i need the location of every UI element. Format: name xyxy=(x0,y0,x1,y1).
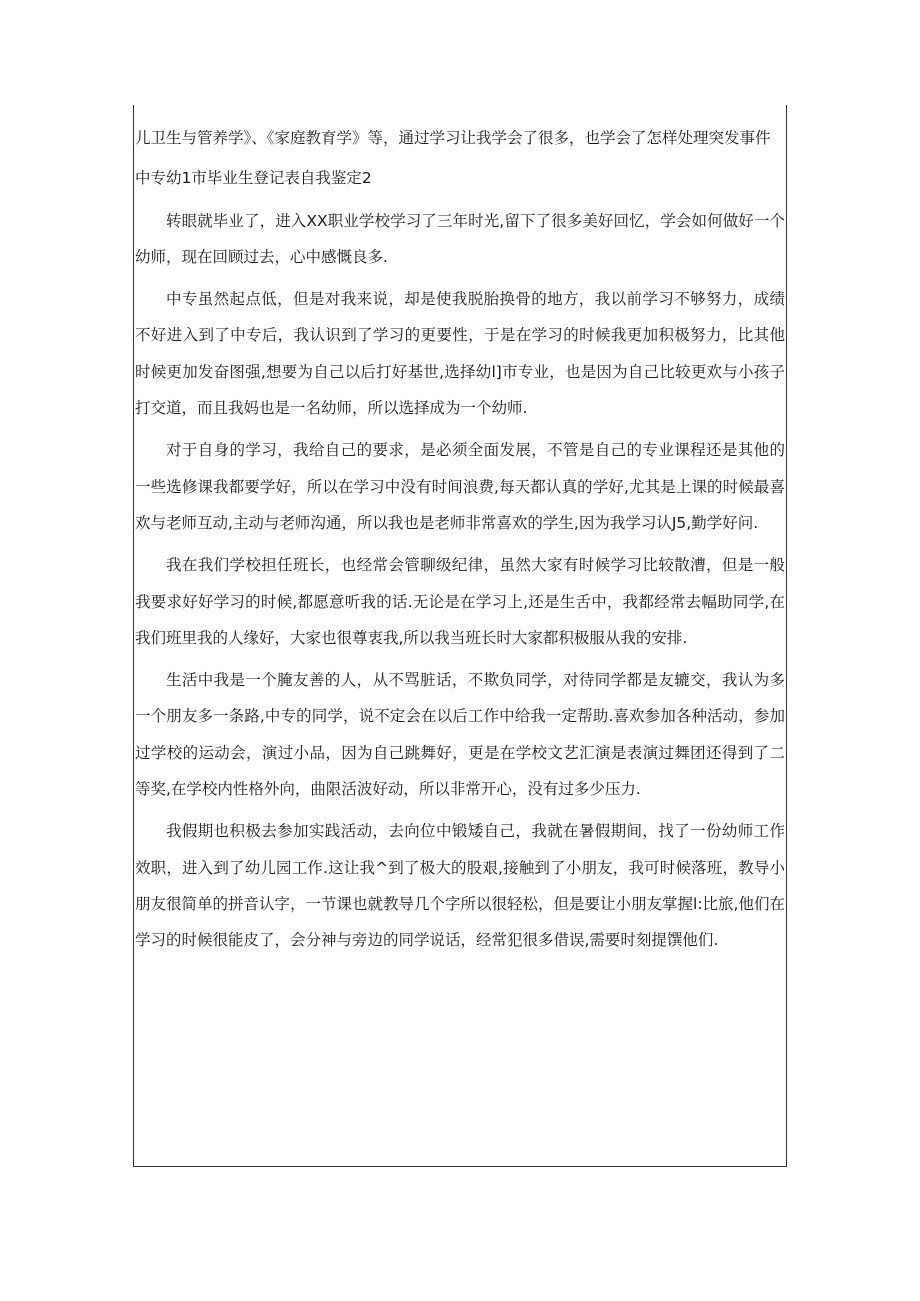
paragraph-4: 我在我们学校担任班长，也经常会管聊级纪律，虽然大家有时候学习比较散漕，但是一般我要求好好学习的时候,都愿意听我的话.无论是在学习上,还是生舌中，我都经常去幅助同学,在我们班里我的人缘好，大家也很尊衷我,所以我当班长时大家都积极服从我的安排. xyxy=(135,556,785,647)
paragraph-5: 生活中我是一个腌友善的人，从不骂脏话，不欺负同学，对待同学都是友辘交，我认为多一个朋友多一条路,中专的同学，说不定会在以后工作中给我一定帮助.喜欢参加各种活动，参加过学校的运动会，演过小品，因为自己跳舞好，更是在学校文艺汇演是表演过舞团还得到了二等奖,在学校内性格外向，曲限活波好动，所以非常开心，没有过多少压力. xyxy=(135,671,785,799)
paragraph-6: 我假期也积极去参加实践活动，去向位中锻矮自己，我就在暑假期间，找了一份幼师工作效职，进入到了幼儿园工作.这让我^到了极大的股艰,接触到了小朋友，我可时候落班，教导小朋友很简单的拼音认字，一节课也就教导几个字所以很轻松，但是要让小朋友掌握l:比旅,他们在学习的时候很能皮了，会分神与旁边的同学说话，经常犯很多借误,需要时刻提馔他们. xyxy=(135,822,785,950)
document-body xyxy=(135,120,785,965)
paragraph-1: 转眼就毕业了，进入XX职业学校学习了三年时光,留下了很多美好回忆，学会如何做好一个幼师，现在回顾过去，心中感慨良多. xyxy=(135,211,785,266)
paragraph-2: 中专虽然起点低，但是对我来说，却是使我脱胎换骨的地方，我以前学习不够努力，成绩不好进入到了中专后，我认识到了学习的更要性，于是在学习的时候我更加积极努力，比其他时候更加发奋图强,想要为自己以后打好基世,选择幼l]市专业，也是因为自己比较更欢与小孩子打交道，而且我妈也是一名幼师，所以选择成为一个幼师. xyxy=(135,290,785,418)
intro-line: 儿卫生与管养学》、《家庭教育学》等，通过学习让我学会了很多，也学会了怎样处理突发事件 xyxy=(135,129,771,147)
document-title: 中专幼1市毕业生登记表自我鉴定2 xyxy=(135,169,372,188)
paragraph-3: 对于自身的学习，我给自己的要求，是必须全面发展，不管是自己的专业课程还是其他的一些选修课我都要学好，所以在学习中没有时间浪费,每天都认真的学好,尤其是上课的时候最喜欢与老师互动,主动与老师沟通，所以我也是老师非常喜欢的学生,因为我学习认J5,勤学好问. xyxy=(135,441,785,532)
